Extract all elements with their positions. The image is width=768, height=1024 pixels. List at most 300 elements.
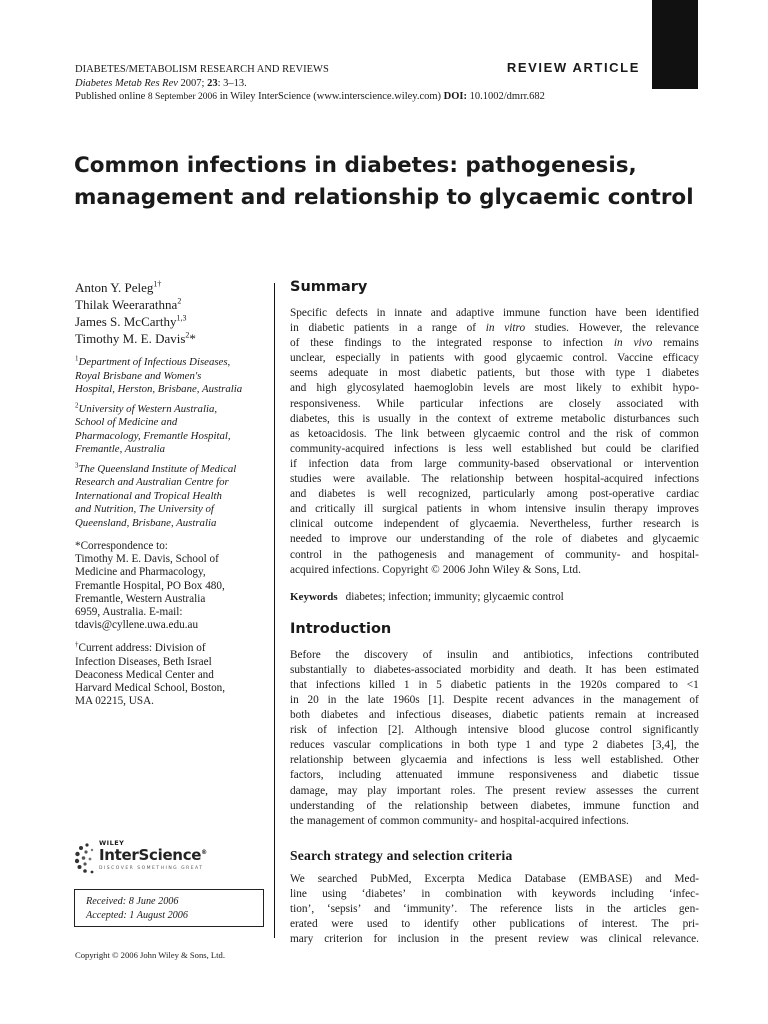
word: improves [656,503,699,516]
word: in [613,337,623,350]
word: these [310,337,334,350]
search-strategy-heading: Search strategy and selection criteria [290,847,513,863]
word: and [626,533,644,546]
word: available. [366,473,410,486]
logo-tagline: DISCOVER SOMETHING GREAT [99,866,204,871]
word: tissue [673,769,699,782]
word: diabetes [606,739,644,752]
word: context [457,412,491,425]
word: review [538,933,570,946]
text-line [290,472,699,487]
text-line [290,457,699,472]
word: control [528,427,561,440]
word: between [515,473,553,486]
word: Wiley [492,563,520,576]
word: well [581,754,601,767]
word: glycaemia. [469,518,519,531]
word: (EMBASE) [578,872,633,885]
word: [1]. [428,693,445,706]
word: diabetes [320,709,358,722]
word: clinical [290,518,324,531]
copyright-footer: Copyright © 2006 John Wiley & Sons, Ltd. [75,950,225,960]
word: significantly [642,724,699,737]
word: link [401,427,419,440]
affiliations [75,356,267,530]
word: a [417,322,423,335]
word: observational [550,457,612,470]
word: vitro [504,322,526,335]
word: clinical [608,933,642,946]
word: type [615,367,636,380]
word: of [317,724,327,737]
word: immune [457,769,495,782]
word: particular [419,397,464,410]
text-line [290,799,699,814]
word: for [373,933,387,946]
word: hospital-acquired [500,814,579,827]
word: studies [290,473,322,486]
word: Med- [674,872,699,885]
word: with [516,887,537,900]
word: vascular [333,739,371,752]
word: insulin [446,648,478,661]
word: Vaccine [617,352,653,365]
word: death. [548,663,577,676]
word: the [600,693,615,706]
word: articles [633,903,667,915]
author: Thilak Weerarathna$^2$ [75,296,182,312]
word: intensive [467,724,509,737]
introduction-heading: Introduction [290,620,392,637]
word: in [376,307,386,319]
word: including [338,769,382,782]
word: 2006 [442,563,466,576]
word: Database [524,872,566,885]
word: both [290,709,311,722]
word: control [600,724,633,737]
word: to [401,918,411,931]
text-line [290,442,699,457]
word: is [362,412,370,425]
word: and [456,754,474,767]
text-line [290,648,699,663]
word: the [435,412,450,425]
text-line [290,872,699,887]
word: insulin [574,503,606,516]
article-title [74,150,714,214]
word: substantially [290,663,348,676]
word: with [585,367,606,380]
word: the [593,427,608,440]
word: and [290,503,307,516]
word: and [374,903,391,915]
word: Before [290,648,321,661]
word: infections. [331,563,380,576]
main-column [290,276,699,947]
word: relationship [414,799,469,812]
word: data [360,457,380,470]
word: good [483,352,507,365]
word: ketoacidosis. [307,427,367,440]
word: and [368,709,386,722]
word: Medica [477,872,512,885]
word: We [290,872,305,885]
word: combination [445,887,502,900]
word: between [427,427,465,440]
word: hospital- [659,548,699,561]
word: if [290,457,297,470]
accepted-date: Accepted: 1 August 2006 [86,909,188,921]
logo-maker: WILEY [99,839,125,847]
word: glycaemic [652,533,699,546]
word: between [480,799,519,812]
text-line [290,427,699,442]
word: recent [496,693,524,706]
word: the [607,903,621,915]
word: infections [315,678,361,691]
word: common [659,427,699,440]
word: inclusion [397,933,440,946]
word: diabetes-associated [373,663,462,676]
word: community- [565,548,621,561]
word: with [453,352,475,365]
email-link[interactable]: tdavis@cyllene.uwa.edu.au [75,619,199,632]
word: understanding [290,799,355,812]
word: management [622,693,681,706]
word: high [316,382,337,395]
text-line [290,517,699,532]
word: lists [554,903,574,915]
word: of [422,648,433,661]
word: infections [482,754,528,767]
word: acquired [290,563,329,576]
word: reference [500,903,543,915]
word: using [322,887,347,900]
word: closely [568,397,601,410]
word: and [523,663,540,676]
word: The [375,427,393,440]
current-address-note: †Current address: Division of Infection Diseases, Beth Israel Deaconess Medical Center and Harvard Medical School, Boston, MA 02215, USA. [75,640,226,708]
word: the [557,678,571,691]
word: levels [483,382,510,395]
word: publications [509,918,565,931]
word: Ltd. [562,563,581,576]
word: damage, [290,784,328,797]
word: used [366,918,388,931]
word: type [497,739,517,752]
received-dates-box [74,889,264,927]
word: to [669,678,678,691]
word: current [666,784,699,797]
word: role [535,533,553,546]
word: in [582,693,592,706]
word: glycaemia [400,754,447,767]
word: of [641,427,651,440]
doi[interactable]: 10.1002/dmrr.682 [469,91,545,102]
word: diabetes [318,488,356,501]
word: advances [532,693,575,706]
word: and [448,548,465,561]
word: in [470,503,480,516]
word: community-based [458,457,540,470]
word: and [568,427,586,440]
text-line [290,738,699,753]
word: in [398,322,408,335]
word: the [388,799,403,812]
word: keywords [552,887,596,900]
word: in [327,693,337,706]
word: recognized, [418,488,471,501]
word: of [493,533,504,546]
word: to [356,663,365,676]
text-line [290,366,699,381]
word: with [678,397,699,410]
keywords-label: Keywords [290,590,338,603]
word: diabetic [430,367,467,380]
word: glycaemic [516,352,563,365]
word: Specific [290,307,328,319]
logo-brand: InterScience® [99,846,207,864]
word: infectious [396,709,441,722]
word: among [546,488,578,501]
word: 2 [592,739,598,752]
word: identify [423,918,459,931]
word: diseases, [451,709,492,722]
word: in [450,933,459,946]
word: infection [308,457,349,470]
text-line [290,563,699,578]
word: glycaemic [473,427,520,440]
keywords [290,590,699,605]
word: metabolic [561,412,606,425]
word: were [331,918,354,931]
word: likely [576,382,602,395]
word: infection [337,724,378,737]
word: patients [409,352,445,365]
author: Timothy M. E. Davis$^2$* [75,330,196,346]
search-strategy-body [290,872,699,947]
word: well [386,488,407,501]
word: and [290,488,307,501]
word: killed [369,678,396,691]
word: such [678,412,699,425]
word: efficacy [662,352,699,365]
word: of [544,548,555,561]
word: of [578,918,588,931]
word: factors, [290,769,324,782]
word: has [601,663,617,676]
word: seems [290,367,318,380]
word: and [645,872,662,885]
word: been [625,663,647,676]
page-edge-tab [652,0,698,89]
text-line [290,397,699,412]
word: of [499,412,509,425]
word: from [390,457,413,470]
word: diabetic [450,678,487,691]
word: assesses [596,784,634,797]
word: community- [422,814,478,827]
word: infections [654,473,699,486]
word: risk [615,427,633,440]
word: integrated [436,337,482,350]
word: 1960s [392,693,420,706]
text-line [290,723,699,738]
word: discovery [364,648,408,661]
word: estimated [655,663,699,676]
text-line [290,532,699,547]
summary-body [290,306,699,578]
word: of [466,322,477,335]
word: relationship [290,754,344,767]
word: attenuated [395,769,443,782]
word: infection [562,337,603,350]
word: 1 [645,367,652,380]
word: innate [394,307,422,319]
word: to [543,337,552,350]
word: contributed [647,648,699,661]
word: could [605,442,631,455]
word: be [640,442,652,455]
word: glycosylated [346,382,404,395]
word: and [430,307,448,319]
word: diabetic [502,709,539,722]
word: is [367,488,375,501]
word: remains [663,337,699,350]
word: community-acquired [290,442,385,455]
word: understanding [420,533,485,546]
word: or [623,457,633,470]
word: at [637,709,646,722]
word: is [448,442,456,455]
word: Copyright [382,563,429,576]
word: in [333,548,343,561]
word: hypo- [672,382,699,395]
word: outcome [333,518,373,531]
word: in [451,739,460,752]
affiliation: $^1$Department of Infectious Diseases, Royal Brisbane and Women's Hospital, Herston, Brisbane, Australia [75,354,243,395]
word: control. [572,352,608,365]
word: is [691,518,699,531]
word: adequate [328,367,369,380]
word: ‘immunity’. [402,903,458,915]
word: morbidity [470,663,515,676]
word: PubMed, [370,872,412,885]
word: established [521,442,572,455]
author: Anton Y. Peleg$^{1\dagger}$ [75,279,162,295]
word: critically [315,503,356,516]
word: clarified [661,442,699,455]
text-line [290,663,699,678]
word: Excerpta [424,872,465,885]
word: patients [548,709,585,722]
word: roles. [450,784,476,797]
word: the [685,739,699,752]
word: disturbances [613,412,671,425]
author-column [75,279,267,708]
word: response [492,337,533,350]
word: function [548,307,587,319]
word: in [418,678,428,691]
word: diabetes, [290,412,330,425]
word: type [564,739,584,752]
text-line [290,351,699,366]
word: criterion [324,933,363,946]
word: diabetic [308,322,345,335]
word: © [431,563,440,576]
word: of [290,337,300,350]
word: review [555,784,587,797]
word: diabetes [661,367,699,380]
word: those [550,367,575,380]
word: and [290,382,307,395]
word: glucose [555,724,590,737]
word: diabetes, [530,799,571,812]
word: diabetic [622,769,659,782]
word: independent [383,518,439,531]
word: less [554,754,572,767]
word: However, [578,322,623,335]
word: and [682,799,699,812]
word: most [543,382,566,395]
word: John [468,563,490,576]
word: responsiveness. [290,397,361,410]
word: but [525,367,541,380]
word: needed [290,533,322,546]
word: both [468,739,489,752]
introduction-body [290,648,699,829]
word: in [421,887,431,900]
word: intervention [644,457,699,470]
word: surgical [382,503,418,516]
word: While [376,397,405,410]
word: management [475,548,534,561]
article-type-label: REVIEW ARTICLE [506,60,640,75]
word: management [306,814,365,827]
affiliation: $^3$The Queensland Institute of Medical Research and Australian Centre for International and Tropical Health and Nutrition, The University of Queensland, Brisbane, Australia [75,460,237,529]
text-line [290,412,699,427]
word: relevance [655,322,699,335]
author: James S. McCarthy$^{1,3}$ [75,313,187,329]
word: and [492,648,509,661]
word: extreme [516,412,553,425]
title-line: management and relationship to glycaemic control [74,185,694,210]
word: Sons, [534,563,560,576]
word: [2]. [387,724,404,737]
word: [3,4], [652,739,677,752]
word: tion’, [290,903,315,915]
word: the [512,533,527,546]
word: the [632,322,646,335]
word: in [485,322,495,335]
word: in [290,322,299,335]
word: patients, [477,367,516,380]
word: pathogenesis [378,548,437,561]
word: of [367,814,377,827]
word: defects [335,307,368,319]
word: the [290,814,304,827]
word: ‘infec- [668,887,699,900]
word: identified [655,307,699,319]
word: 1920s [579,678,607,691]
text-line [290,768,699,783]
word: the [335,648,350,661]
word: gen- [678,903,699,915]
word: but [581,442,597,455]
word: control [290,548,322,561]
word: haemoglobin [414,382,474,395]
word: large [424,457,447,470]
